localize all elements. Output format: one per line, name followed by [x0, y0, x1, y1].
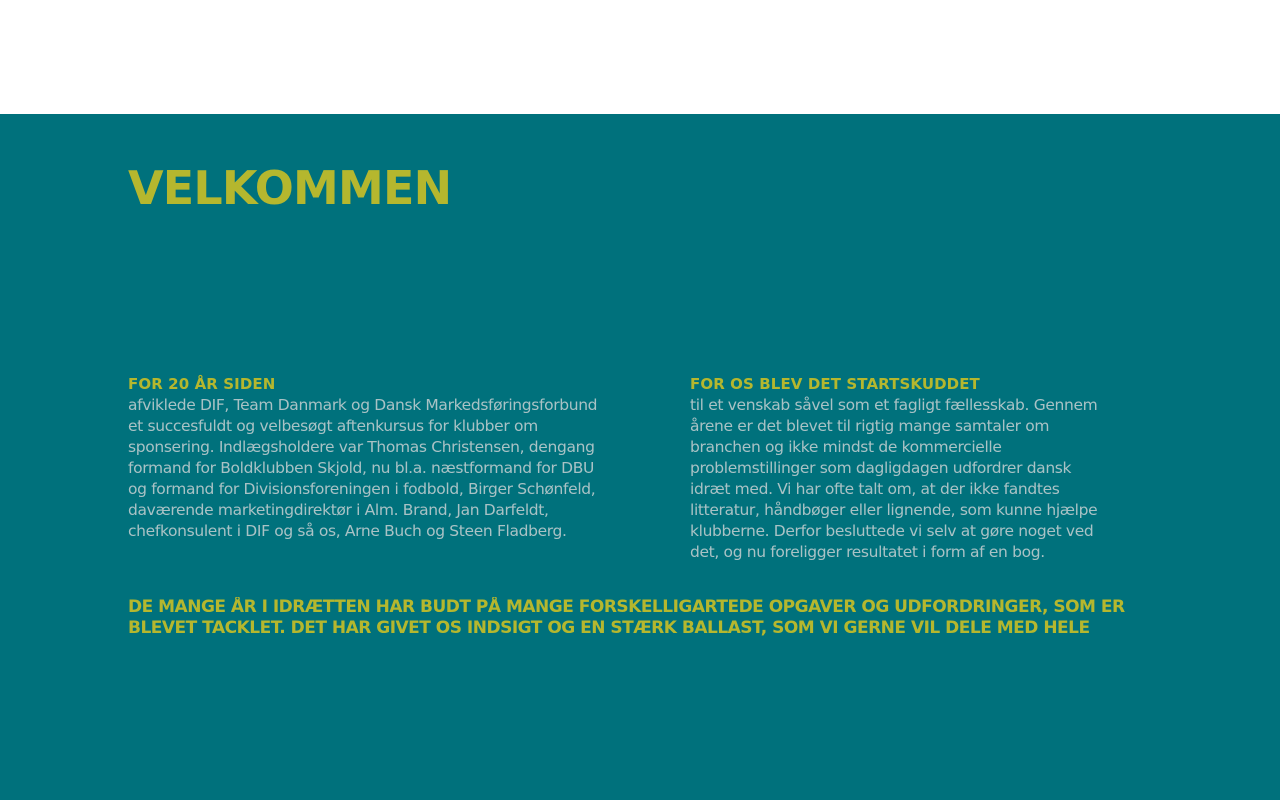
highlight-banner-text: DE MANGE ÅR I IDRÆTTEN HAR BUDT PÅ MANGE FORSKELLIGARTEDE OPGAVER OG UDFORDRINGER, SOM ER BLEVET TACKLET. DET HAR GIVET OS INDSIGT OG EN STÆRK BALLAST, SOM VI GERNE VIL DELE MED HELE [128, 597, 1125, 638]
page-header-area [0, 0, 1280, 114]
column-heading: FOR OS BLEV DET STARTSKUDDET [690, 375, 980, 393]
column-heading: FOR 20 ÅR SIDEN [128, 375, 276, 393]
welcome-title: VELKOMMEN [128, 161, 452, 215]
column-body-text: afviklede DIF, Team Danmark og Dansk Markedsføringsforbund et succesfuldt og velbesøgt aftenkursus for klubber om sponsering. Indlægsholdere var Thomas Christensen, dengang formand for Boldklubben Skjold, nu bl.a. næstformand for DBU og formand for Divisionsforeningen i fodbold, Birger Schønfeld, daværende marketingdirektør i Alm. Brand, Jan Darfeldt, chefkonsulent i DIF og så os, Arne Buch og Steen Fladberg. [128, 396, 598, 540]
welcome-section [0, 114, 1280, 800]
intro-column-left [128, 373, 598, 542]
intro-column-right [690, 373, 1110, 563]
column-body-text: til et venskab såvel som et fagligt fællesskab. Gennem årene er det blevet til rigtig mange samtaler om branchen og ikke mindst de kommercielle problemstillinger som dagligdagen udfordrer dansk idræt med. Vi har ofte talt om, at der ikke fandtes litteratur, håndbøger eller lignende, som kunne hjælpe klubberne. Derfor besluttede vi selv at gøre noget ved det, og nu foreligger resultatet i form af en bog. [690, 396, 1098, 561]
